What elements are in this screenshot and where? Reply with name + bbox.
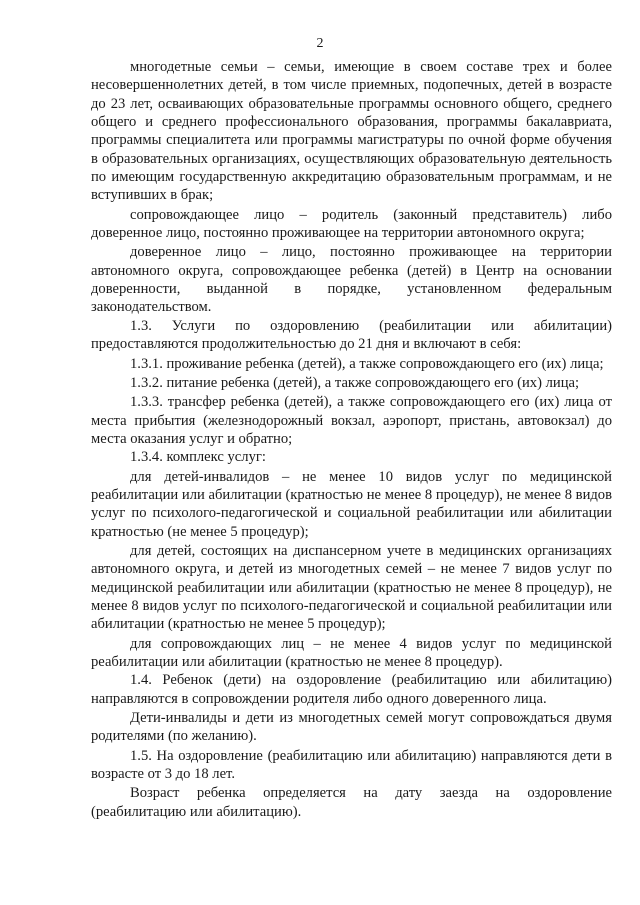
paragraph-1-3-1: 1.3.1. проживание ребенка (детей), а также сопровождающего его (их) лица; xyxy=(130,355,604,372)
paragraph-definition-trusted-person: доверенное лицо – лицо, постоянно проживающее на территории автономного округа, сопровождающее ребенка (детей) в Центр на основании доверенности, выданной в порядке, установленном федеральным законодательством. xyxy=(91,244,612,316)
paragraph-1-3-4: 1.3.4. комплекс услуг: xyxy=(130,449,266,466)
paragraph-both-parents: Дети-инвалиды и дети из многодетных семей могут сопровождаться двумя родителями (по желанию). xyxy=(91,710,612,745)
page-number: 2 xyxy=(316,36,324,51)
paragraph-1-3: 1.3. Услуги по оздоровлению (реабилитации или абилитации) предоставляются продолжительностью до 21 дня и включают в себя: xyxy=(91,317,612,353)
paragraph-accompanying-services: для сопровождающих лиц – не менее 4 видов услуг по медицинской реабилитации или абилитации (кратностью не менее 8 процедур). xyxy=(91,635,612,670)
paragraph-definition-accompanying-person: сопровождающее лицо – родитель (законный представитель) либо доверенное лицо, постоянно проживающее на территории автономного округа; xyxy=(91,206,612,242)
paragraph-definition-large-families: многодетные семьи – семьи, имеющие в своем составе трех и более несовершеннолетних детей, в том числе приемных, подопечных, детей в возрасте до 23 лет, осваивающих образовательные программы основного общего, среднего общего и среднего профессионального образования, программы бакалавриата, программы специалитета или программы магистратуры по очной форме обучения в образовательных организациях, осуществляющих образовательную деятельность по имеющим государственную аккредитацию образовательным программам, и не вступивших в брак; xyxy=(91,59,612,204)
paragraph-dispensary-children-services: для детей, состоящих на диспансерном учете в медицинских организациях автономного округа, и детей из многодетных семей – не менее 7 видов услуг по медицинской реабилитации или абилитации (кратностью не менее 8 процедур), не менее 8 видов услуг по психолого-педагогической и социальной реабилитации или абилитации (кратностью не менее 5 процедур); xyxy=(91,542,612,633)
paragraph-disabled-children-services: для детей-инвалидов – не менее 10 видов услуг по медицинской реабилитации или абилитации (кратностью не менее 8 процедур), не менее 8 видов услуг по психолого-педагогической и социальной реабилитации или абилитации кратностью (не менее 5 процедур); xyxy=(91,468,612,540)
paragraph-age-definition: Возраст ребенка определяется на дату заезда на оздоровление (реабилитацию или абилитацию). xyxy=(91,785,612,820)
paragraph-1-3-3: 1.3.3. трансфер ребенка (детей), а также сопровождающего его (их) лица от места прибытия (железнодорожный вокзал, аэропорт, пристань, автовокзал) до места оказания услуг и обратно; xyxy=(91,394,612,447)
paragraph-1-3-2: 1.3.2. питание ребенка (детей), а также сопровождающего его (их) лица; xyxy=(130,374,580,391)
paragraph-1-5: 1.5. На оздоровление (реабилитацию или абилитацию) направляются дети в возрасте от 3 до 18 лет. xyxy=(91,747,612,783)
document-body xyxy=(91,58,612,821)
paragraph-1-4: 1.4. Ребенок (дети) на оздоровление (реабилитацию или абилитацию) направляются в сопровождении родителя либо одного доверенного лица. xyxy=(91,672,612,707)
